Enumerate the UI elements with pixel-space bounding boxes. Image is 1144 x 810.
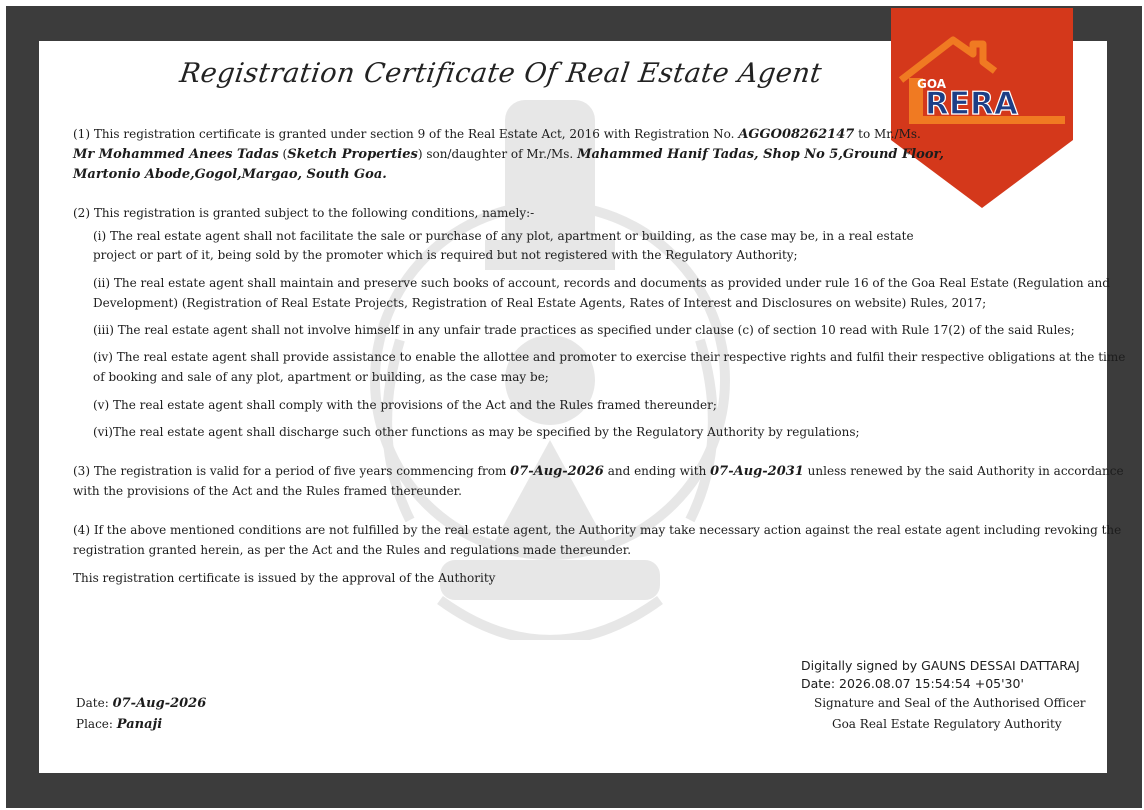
validity-end-date: 07-Aug-2031 bbox=[710, 464, 804, 479]
validity-start-date: 07-Aug-2026 bbox=[510, 464, 604, 479]
logo-rera-text: RERA bbox=[925, 86, 1018, 122]
certificate-title: Registration Certificate Of Real Estate Agent bbox=[177, 58, 824, 89]
para3-line1 bbox=[73, 461, 1124, 482]
parent-and-address-1: Mahammed Hanif Tadas, Shop No 5,Ground Floor, bbox=[577, 147, 944, 162]
agent-name: Mr Mohammed Anees Tadas bbox=[73, 147, 279, 162]
para1-line1 bbox=[73, 124, 921, 145]
issue-date bbox=[76, 693, 206, 714]
date-label: Date: bbox=[76, 696, 109, 710]
para2-heading: (2) This registration is granted subject to the following conditions, namely:- bbox=[73, 206, 535, 220]
issue-place bbox=[76, 714, 162, 735]
para3-text-b: and ending with bbox=[607, 464, 707, 478]
condition-5: (v) The real estate agent shall comply with the provisions of the Act and the Rules framed thereunder; bbox=[93, 398, 717, 412]
place-value: Panaji bbox=[116, 717, 163, 732]
digital-signature-line1: Digitally signed by GAUNS DESSAI DATTARAJ bbox=[801, 658, 1080, 673]
registration-number: AGGO08262147 bbox=[738, 127, 855, 142]
issued-statement: This registration certificate is issued by the approval of the Authority bbox=[73, 571, 496, 585]
goa-rera-logo bbox=[891, 8, 1073, 208]
para3-text-a: (3) The registration is valid for a period of five years commencing from bbox=[73, 464, 507, 478]
para1-text-a: (1) This registration certificate is granted under section 9 of the Real Estate Act, 2016 with Registration No. bbox=[73, 127, 735, 141]
para1-line3 bbox=[73, 164, 387, 185]
logo-goa-text: GOA bbox=[917, 77, 947, 91]
para4-line2: registration granted herein, as per the Act and the Rules and regulations made thereunder. bbox=[73, 543, 632, 557]
agent-firm: Sketch Properties bbox=[287, 147, 418, 162]
condition-4-line2: of booking and sale of any plot, apartment or building, as the case may be; bbox=[93, 370, 549, 384]
parent-and-address-2: Martonio Abode,Gogol,Margao, South Goa. bbox=[73, 167, 387, 182]
digital-signature-line2: Date: 2026.08.07 15:54:54 +05'30' bbox=[801, 676, 1024, 691]
para1-text-c: ) son/daughter of Mr./Ms. bbox=[417, 147, 574, 161]
para1-text-b: to Mr./Ms. bbox=[858, 127, 921, 141]
para1-line2 bbox=[73, 144, 944, 165]
condition-4-line1: (iv) The real estate agent shall provide assistance to enable the allottee and promoter to exercise their respective rights and fulfil their respective obligations at the time bbox=[93, 350, 1126, 364]
para4-line1: (4) If the above mentioned conditions are not fulfilled by the real estate agent, the Authority may take necessary action against the real estate agent including revoking the bbox=[73, 523, 1122, 537]
condition-6: (vi)The real estate agent shall discharge such other functions as may be specified by the Regulatory Authority by regulations; bbox=[93, 425, 860, 439]
condition-3: (iii) The real estate agent shall not involve himself in any unfair trade practices as specified under clause (c) of section 10 read with Rule 17(2) of the said Rules; bbox=[93, 323, 1075, 337]
signature-label: Signature and Seal of the Authorised Officer bbox=[814, 696, 1086, 710]
para1-paren-open: ( bbox=[278, 147, 288, 161]
condition-2-line2: Development) (Registration of Real Estate Projects, Registration of Real Estate Agents, Rates of Interest and Disclosures on website) Rules, 2017; bbox=[93, 296, 987, 310]
authority-name: Goa Real Estate Regulatory Authority bbox=[832, 717, 1062, 731]
condition-1-line1: (i) The real estate agent shall not facilitate the sale or purchase of any plot, apartment or building, as the case may be, in a real estate bbox=[93, 229, 914, 243]
para3-line2: with the provisions of the Act and the Rules framed thereunder. bbox=[73, 484, 462, 498]
para3-text-c: unless renewed by the said Authority in accordance bbox=[807, 464, 1124, 478]
date-value: 07-Aug-2026 bbox=[112, 696, 207, 711]
place-label: Place: bbox=[76, 717, 113, 731]
condition-2-line1: (ii) The real estate agent shall maintain and preserve such books of account, records and documents as provided under rule 16 of the Goa Real Estate (Regulation and bbox=[93, 276, 1110, 290]
condition-1-line2: project or part of it, being sold by the promoter which is required but not registered with the Regulatory Authority; bbox=[93, 248, 798, 262]
